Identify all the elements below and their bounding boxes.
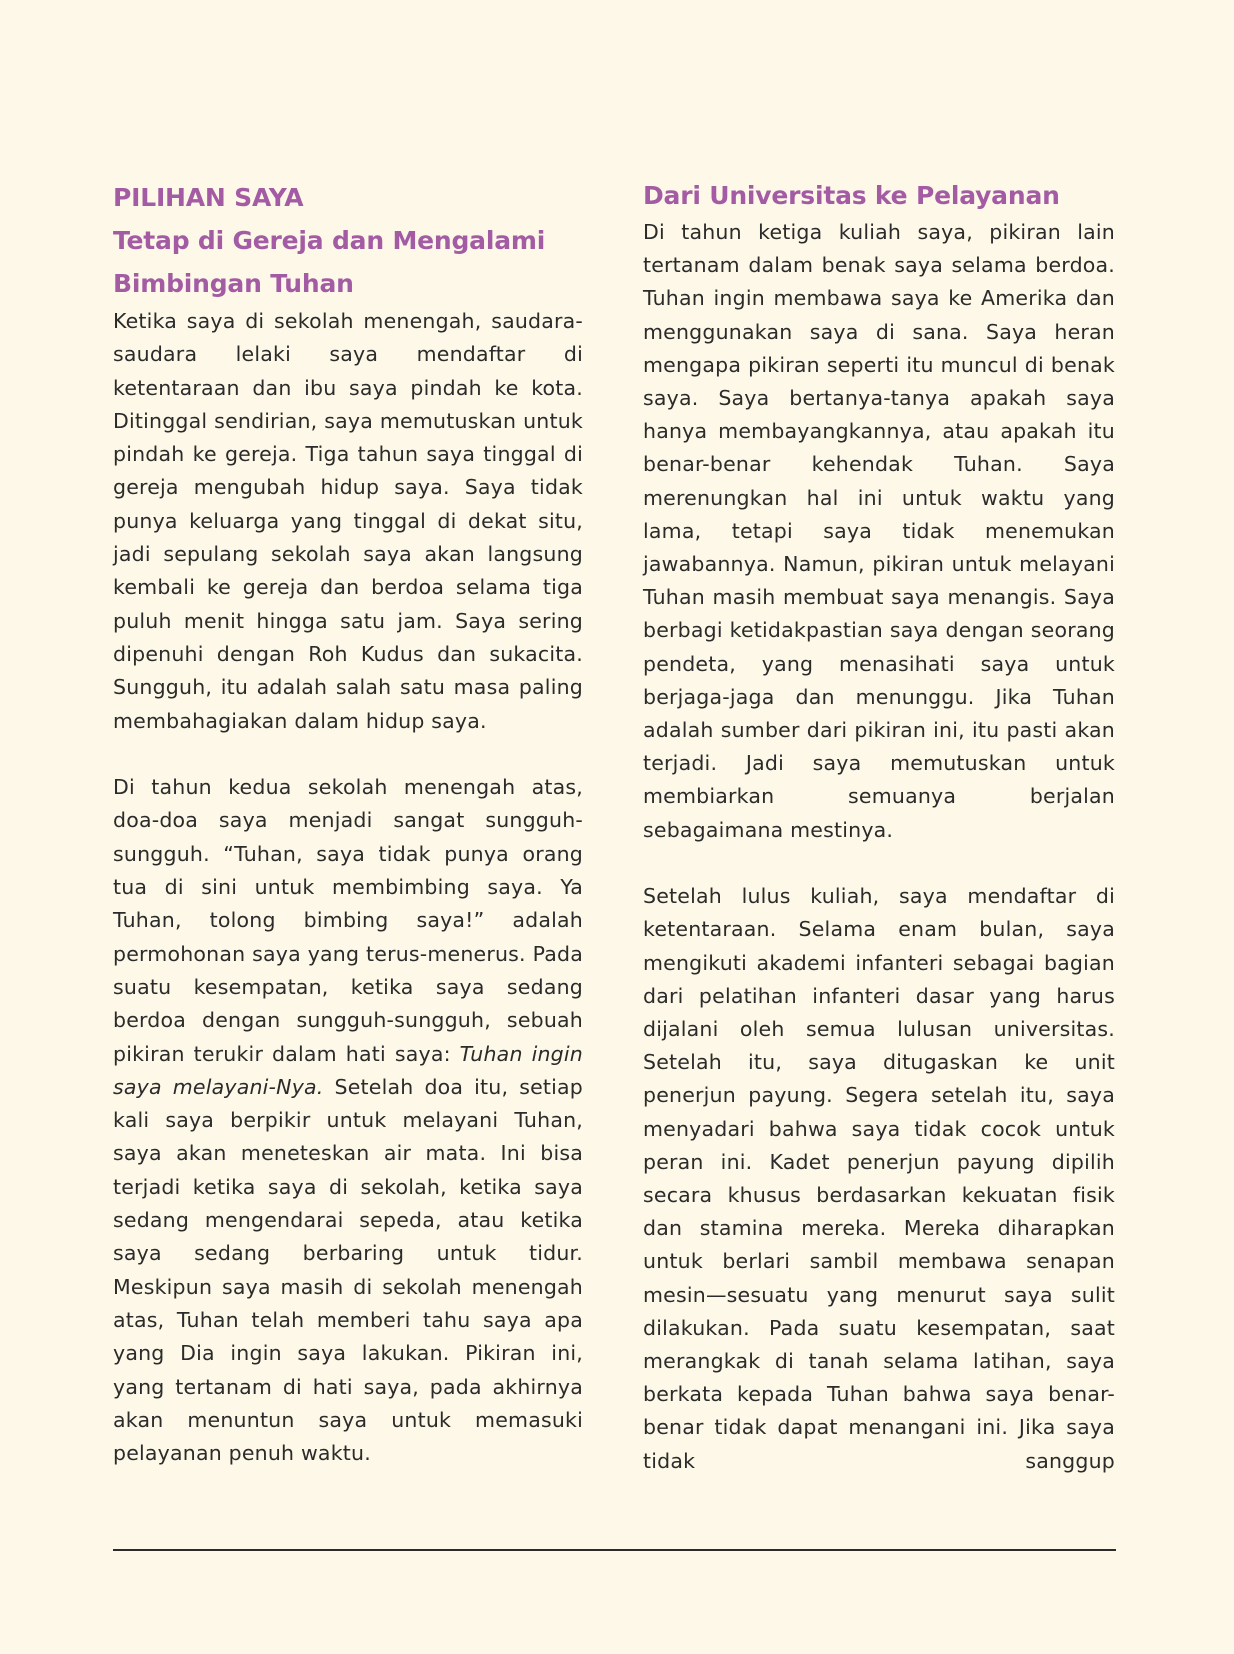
left-paragraph-2-start: Di tahun kedua sekolah menengah atas, doa-doa saya menjadi sangat sungguh-sungguh. “Tuhan, saya tidak punya orang tua di sini untuk membimbing saya. Ya Tuhan, tolong bimbing saya!” adalah permohonan saya yang terus-menerus. Pada suatu kesempatan, ketika saya sedang berdoa dengan sungguh-sungguh, sebuah pikiran terukir dalam hati saya:: [113, 775, 583, 1066]
footer-rule: [113, 1549, 1116, 1551]
left-paragraph-1: Ketika saya di sekolah menengah, saudara-saudara lelaki saya mendaftar di ketentaraan dan ibu saya pindah ke kota. Ditinggal sendirian, saya memutuskan untuk pindah ke gereja. Tiga tahun saya tinggal di gereja mengubah hidup saya. Saya tidak punya keluarga yang tinggal di dekat situ, jadi sepulang sekolah saya akan langsung kembali ke gereja dan berdoa selama tiga puluh menit hingga satu jam. Saya sering dipenuhi dengan Roh Kudus dan sukacita. Sungguh, itu adalah salah satu masa paling membahagiakan dalam hidup saya.: [113, 309, 583, 733]
right-paragraph-1: Di tahun ketiga kuliah saya, pikiran lain tertanam dalam benak saya selama berdoa. Tuhan ingin membawa saya ke Amerika dan menggunakan saya di sana. Saya heran mengapa pikiran seperti itu muncul di benak saya. Saya bertanya-tanya apakah saya hanya membayangkannya, atau apakah itu benar-benar kehendak Tuhan. Saya merenungkan hal ini untuk waktu yang lama, tetapi saya tidak menemukan jawabannya. Namun, pikiran untuk melayani Tuhan masih membuat saya menangis. Saya berbagi ketidakpastian saya dengan seorang pendeta, yang menasihati saya untuk berjaga-jaga dan menunggu. Jika Tuhan adalah sumber dari pikiran ini, itu pasti akan terjadi. Jadi saya memutuskan untuk membiarkan semuanya berjalan sebagaimana mestinya.: [643, 220, 1115, 842]
right-paragraph-2: Setelah lulus kuliah, saya mendaftar di ketentaraan. Selama enam bulan, saya mengikuti akademi infanteri sebagai bagian dari pelatihan infanteri dasar yang harus dijalani oleh semua lulusan universitas. Setelah itu, saya ditugaskan ke unit penerjun payung. Segera setelah itu, saya menyadari bahwa saya tidak cocok untuk peran ini. Kadet penerjun payung dipilih secara khusus berdasarkan kekuatan fisik dan stamina mereka. Mereka diharapkan untuk berlari sambil membawa senapan mesin—sesuatu yang menurut saya sulit dilakukan. Pada suatu kesempatan, saat merangkak di tanah selama latihan, saya berkata kepada Tuhan bahwa saya benar-benar tidak dapat menangani ini. Jika saya tidak sanggup: [643, 884, 1115, 1473]
left-paragraph-2-emphasis: Tuhan ingin saya melayani-Nya.: [113, 1041, 583, 1099]
left-column: [113, 176, 583, 1470]
section-title-line-2: Bimbingan Tuhan: [113, 269, 354, 298]
right-section-title: Dari Universitas ke Pelayanan: [643, 181, 1060, 210]
right-column: [643, 176, 1115, 1478]
left-paragraph-2: [113, 771, 583, 1470]
section-label: PILIHAN SAYA: [113, 183, 304, 212]
section-title-line-1: Tetap di Gereja dan Mengalami: [113, 226, 546, 255]
left-paragraph-2-end: Setelah doa itu, setiap kali saya berpikir untuk melayani Tuhan, saya akan meneteskan air mata. Ini bisa terjadi ketika saya di sekolah, ketika saya sedang mengendarai sepeda, atau ketika saya sedang berbaring untuk tidur. Meskipun saya masih di sekolah menengah atas, Tuhan telah memberi tahu saya apa yang Dia ingin saya lakukan. Pikiran ini, yang tertanam di hati saya, pada akhirnya akan menuntun saya untuk memasuki pelayanan penuh waktu.: [113, 1074, 584, 1466]
